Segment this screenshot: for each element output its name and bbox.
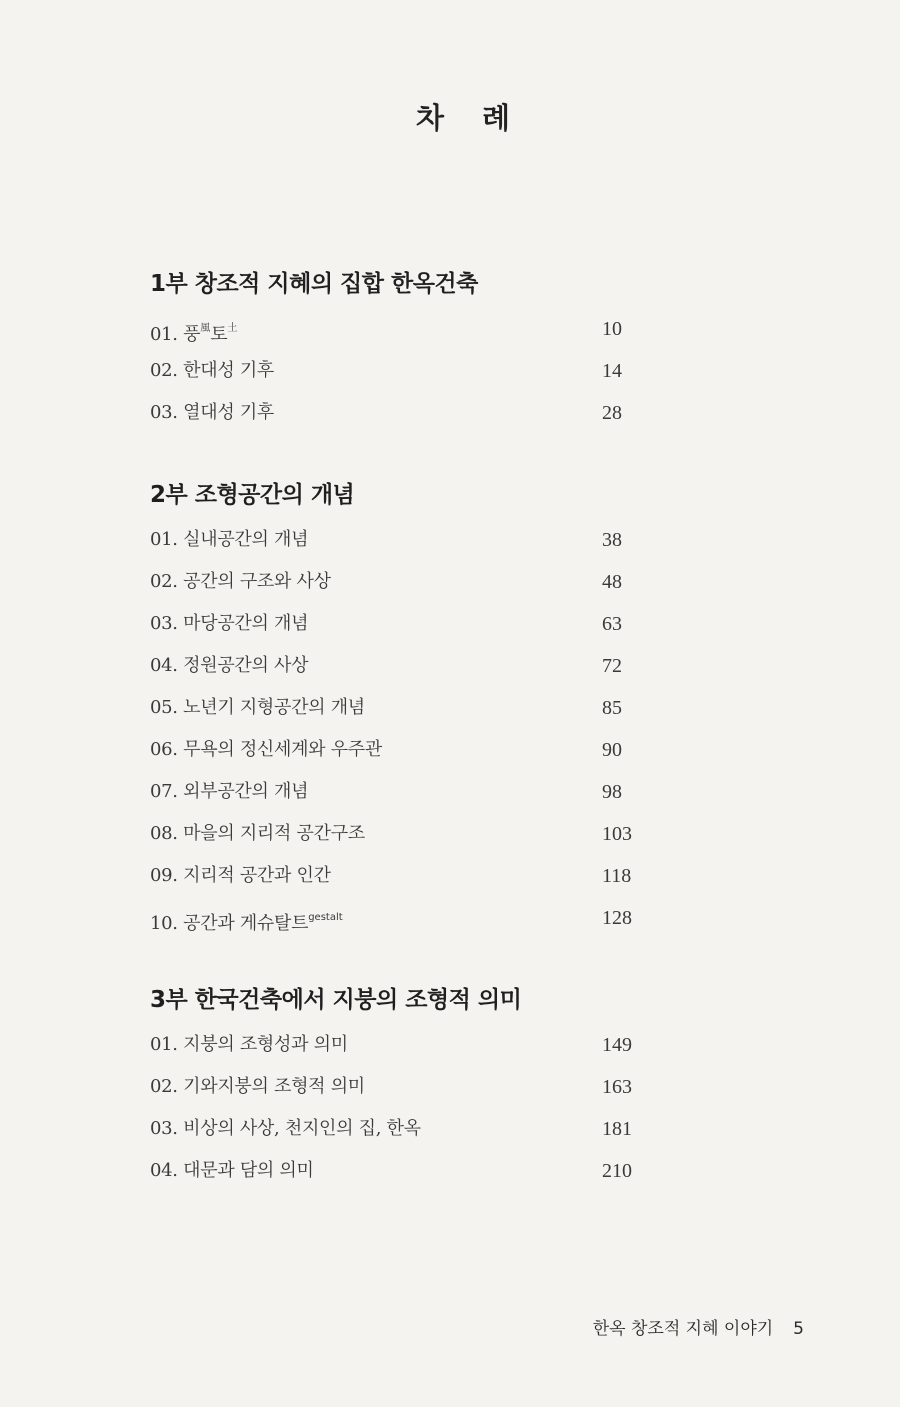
part-heading: 2부 조형공간의 개념 bbox=[150, 482, 355, 508]
toc-entry[interactable] bbox=[150, 308, 640, 350]
toc-entry[interactable] bbox=[150, 603, 640, 645]
toc-entry-label: 05. 노년기 지형공간의 개념 bbox=[150, 697, 365, 718]
toc-entry-label: 03. 비상의 사상, 천지인의 집, 한옥 bbox=[150, 1118, 421, 1139]
toc-entry[interactable] bbox=[150, 392, 640, 434]
toc-entry[interactable] bbox=[150, 771, 640, 813]
toc-entry-page: 98 bbox=[602, 781, 622, 803]
toc-entry-label: 03. 열대성 기후 bbox=[150, 402, 275, 423]
toc-entry[interactable] bbox=[150, 350, 640, 392]
toc-entry-label: 02. 공간의 구조와 사상 bbox=[150, 571, 331, 592]
toc-entry-label: 04. 정원공간의 사상 bbox=[150, 655, 309, 676]
toc-entry-label: 01. 풍$^風$토$^土$ bbox=[150, 323, 238, 345]
toc-entry-page: 90 bbox=[602, 739, 622, 761]
toc-entry-page: 85 bbox=[602, 697, 622, 719]
toc-entry-page: 14 bbox=[602, 360, 622, 382]
toc-entry-page: 10 bbox=[602, 318, 622, 340]
toc-entry-label: 04. 대문과 담의 의미 bbox=[150, 1160, 314, 1181]
toc-entry-label: 10. 공간과 게슈탈트$^{gestalt}$ bbox=[150, 912, 343, 934]
footer-page-number: 5 bbox=[793, 1319, 804, 1339]
toc-entry-page: 118 bbox=[602, 865, 632, 887]
toc-entry-page: 38 bbox=[602, 529, 622, 551]
toc-entry[interactable] bbox=[150, 1150, 640, 1192]
toc-entry[interactable] bbox=[150, 1024, 640, 1066]
toc-entry[interactable] bbox=[150, 813, 640, 855]
part-heading: 3부 한국건축에서 지붕의 조형적 의미 bbox=[150, 987, 522, 1013]
toc-entry[interactable] bbox=[150, 687, 640, 729]
toc-entry-label: 02. 한대성 기후 bbox=[150, 360, 275, 381]
toc-entry-label: 06. 무욕의 정신세계와 우주관 bbox=[150, 739, 382, 760]
toc-entry-page: 210 bbox=[602, 1160, 632, 1182]
toc-entry-page: 28 bbox=[602, 402, 622, 424]
toc-entry-label: 08. 마을의 지리적 공간구조 bbox=[150, 823, 365, 844]
toc-entry-page: 149 bbox=[602, 1034, 632, 1056]
toc-entry-page: 128 bbox=[602, 907, 632, 929]
page-title: 차 례 bbox=[415, 101, 525, 135]
toc-entry[interactable] bbox=[150, 561, 640, 603]
footer-book-title: 한옥 창조적 지혜 이야기 bbox=[592, 1319, 774, 1339]
toc-part-2 bbox=[150, 477, 640, 939]
toc-entry-page: 103 bbox=[602, 823, 632, 845]
toc-entry-page: 48 bbox=[602, 571, 622, 593]
toc-entry[interactable] bbox=[150, 897, 640, 939]
toc-part-3 bbox=[150, 982, 640, 1192]
toc-entry[interactable] bbox=[150, 519, 640, 561]
toc-part-1 bbox=[150, 266, 640, 434]
page-footer bbox=[593, 1314, 804, 1339]
toc-entry[interactable] bbox=[150, 729, 640, 771]
toc-entry-page: 163 bbox=[602, 1076, 632, 1098]
toc-entry[interactable] bbox=[150, 855, 640, 897]
part-heading: 1부 창조적 지혜의 집합 한옥건축 bbox=[150, 271, 478, 297]
toc-entry-label: 01. 지붕의 조형성과 의미 bbox=[150, 1034, 348, 1055]
toc-entry[interactable] bbox=[150, 1066, 640, 1108]
toc-entry-label: 07. 외부공간의 개념 bbox=[150, 781, 309, 802]
toc-entry-label: 01. 실내공간의 개념 bbox=[150, 529, 309, 550]
toc-entry-label: 09. 지리적 공간과 인간 bbox=[150, 865, 331, 886]
toc-entry-page: 181 bbox=[602, 1118, 632, 1140]
toc-entry-label: 02. 기와지붕의 조형적 의미 bbox=[150, 1076, 365, 1097]
toc-entry-page: 72 bbox=[602, 655, 622, 677]
toc-entry[interactable] bbox=[150, 645, 640, 687]
toc-entry-label: 03. 마당공간의 개념 bbox=[150, 613, 309, 634]
toc-entry-page: 63 bbox=[602, 613, 622, 635]
toc-entry[interactable] bbox=[150, 1108, 640, 1150]
